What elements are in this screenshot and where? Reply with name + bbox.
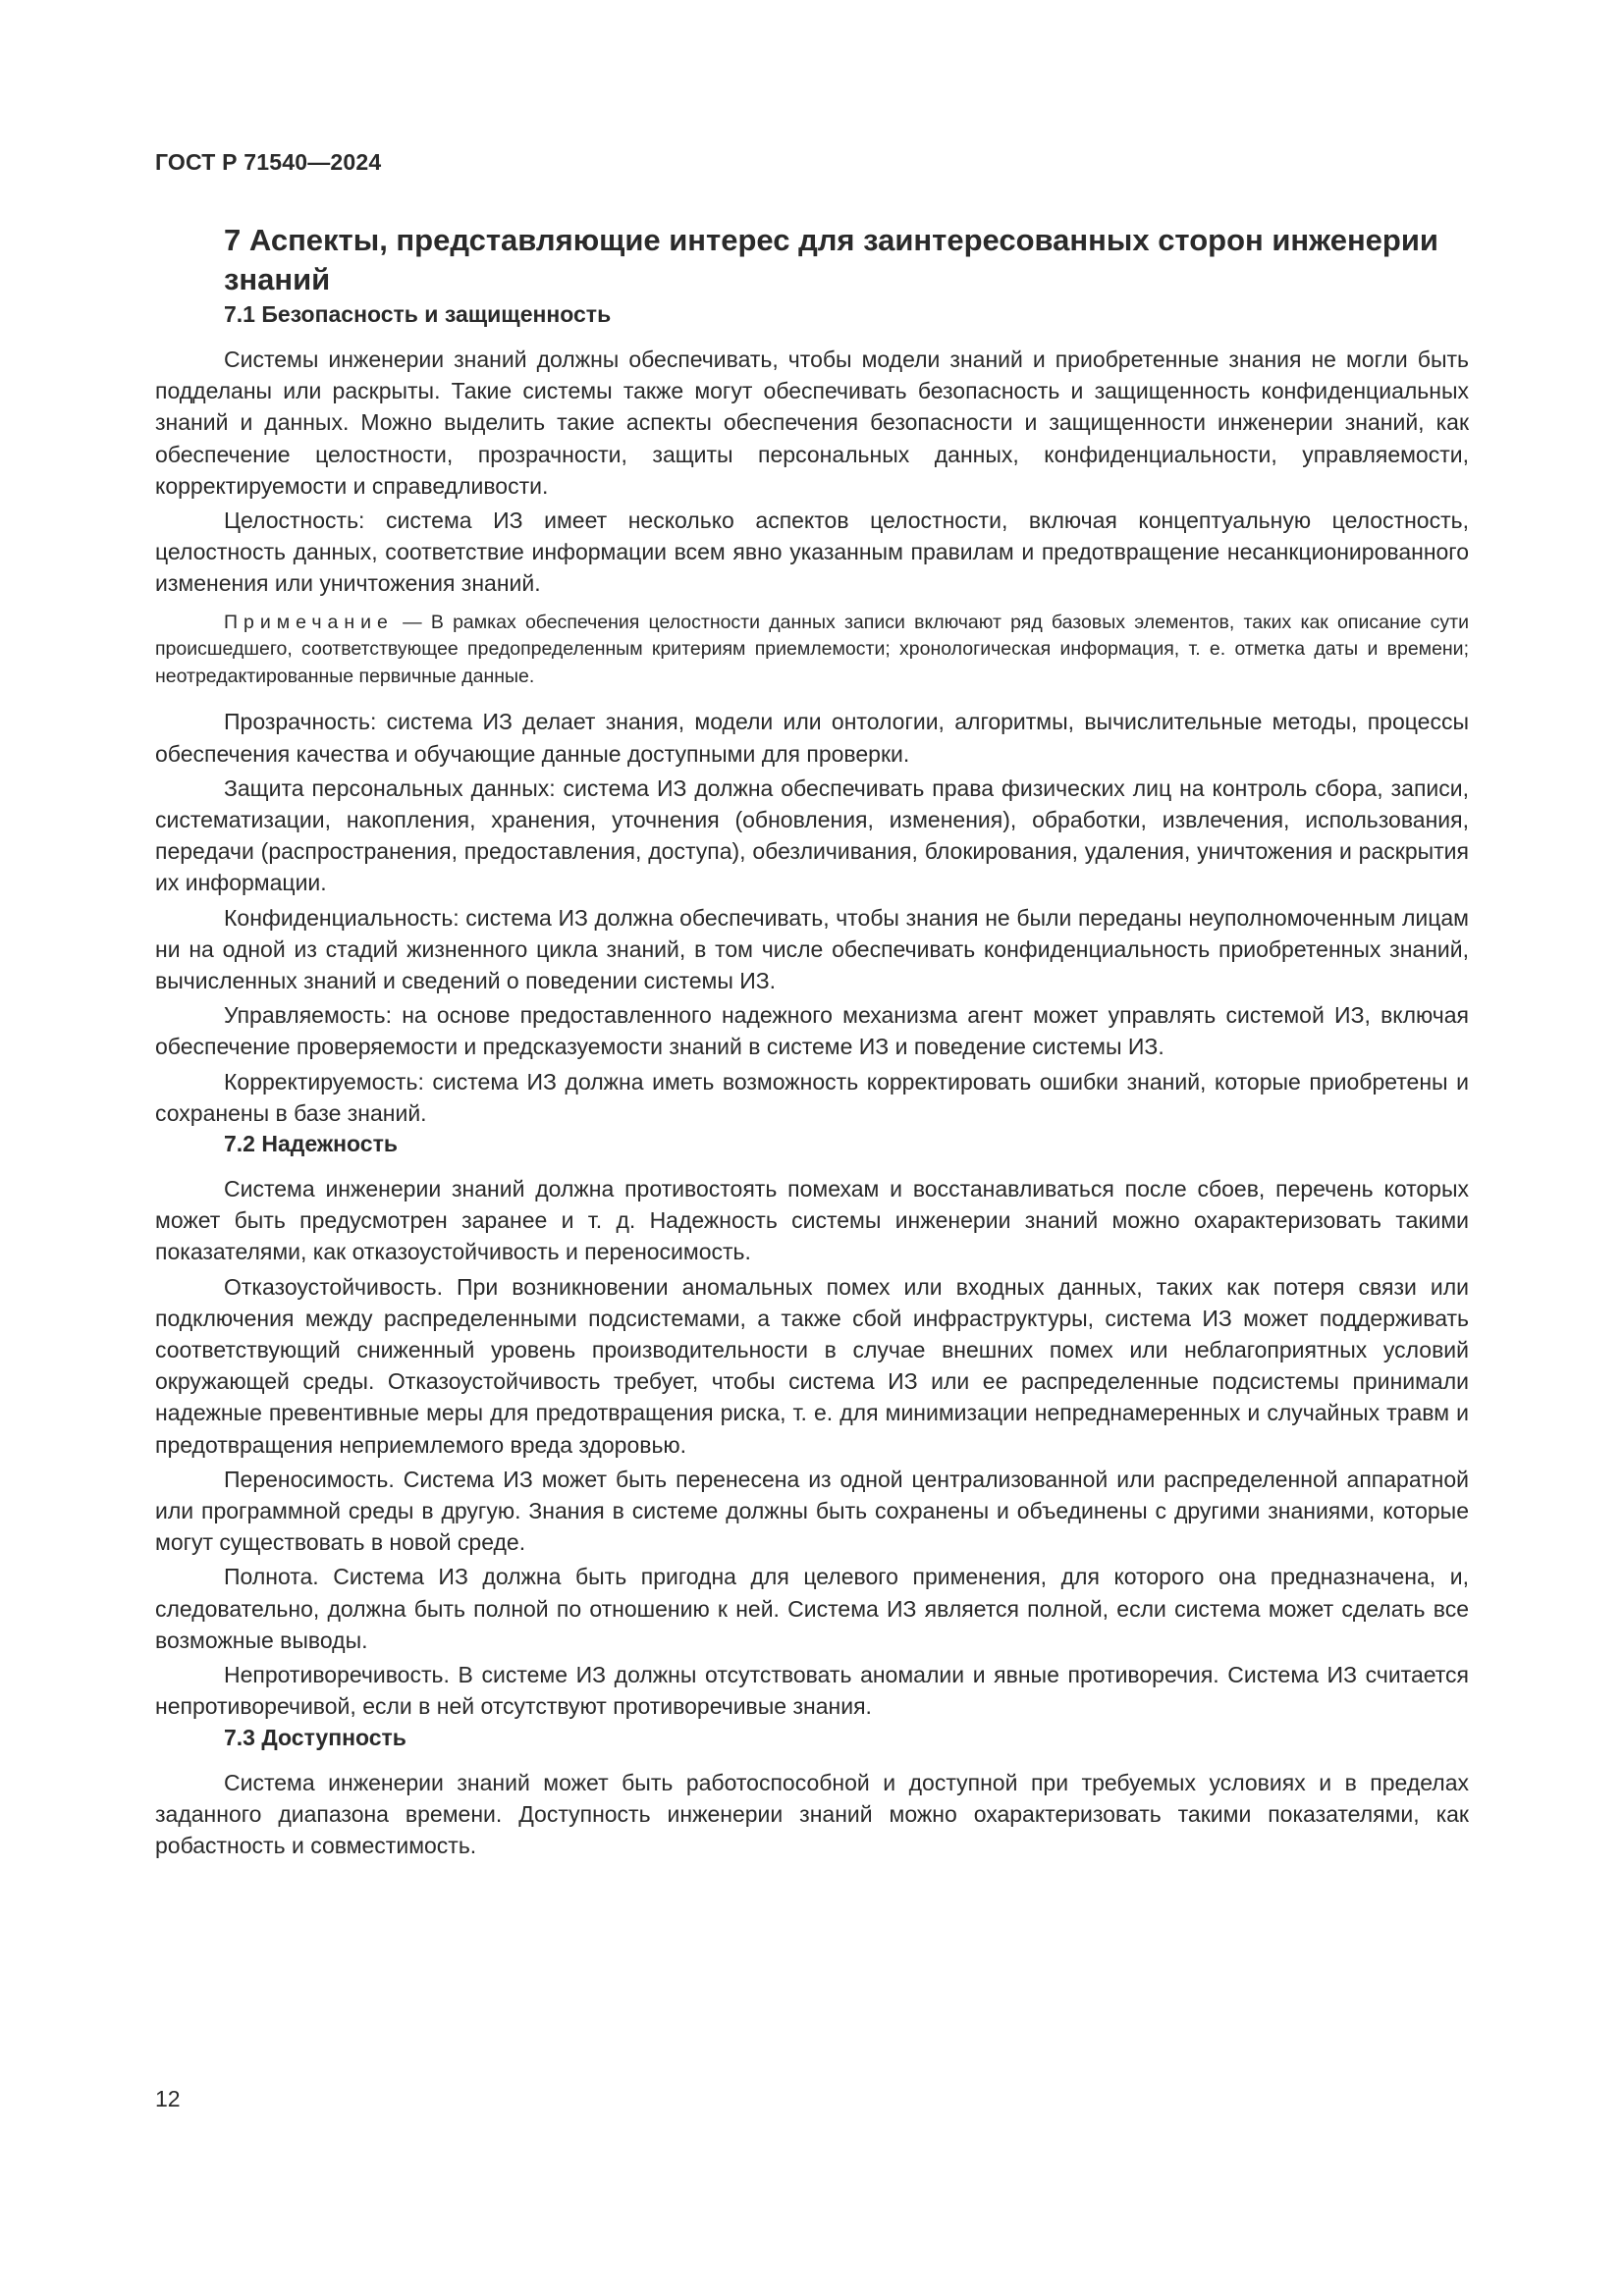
paragraph: Отказоустойчивость. При возникновении аномальных помех или входных данных, таких как потеря связи или подключения между распределенными подсистемами, а также сбой инфраструктуры, система ИЗ может поддерживать соответствующий сниженный уровень производительности в случае внешних помех или неблагоприятных условий окружающей среды. Отказоустойчивость требует, чтобы система ИЗ или ее распределенные подсистемы принимали надежные превентивные меры для предотвращения риска, т. е. для минимизации непреднамеренных и случайных травм и предотвращения неприемлемого вреда здоровью. [155, 1273, 1469, 1458]
paragraph: Система инженерии знаний может быть работоспособной и доступной при требуемых условиях и в пределах заданного диапазона времени. Доступность инженерии знаний можно охарактеризовать такими показателями, как робастность и совместимость. [155, 1769, 1469, 1858]
paragraph: Целостность: система ИЗ имеет несколько аспектов целостности, включая концептуальную целостность, целостность данных, соответствие информации всем явно указанным правилам и предотвращение несанкционированного изменения или уничтожения знаний. [155, 507, 1469, 597]
paragraph: Управляемость: на основе предоставленного надежного механизма агент может управлять системой ИЗ, включая обеспечение проверяемости и предсказуемости знаний в системе ИЗ и поведение системы ИЗ. [155, 1002, 1469, 1060]
paragraph: Переносимость. Система ИЗ может быть перенесена из одной централизованной или распределенной аппаратной или программной среды в другую. Знания в системе должны быть сохранены и объединены с другими знаниями, которые могут существовать в новой среде. [155, 1466, 1469, 1556]
paragraph: Прозрачность: система ИЗ делает знания, модели или онтологии, алгоритмы, вычислительные методы, процессы обеспечения качества и обучающие данные доступными для проверки. [155, 709, 1469, 767]
note-text: — В рамках обеспечения целостности данных записи включают ряд базовых элементов, таких как описание сути происшедшего, соответствующее предопределенным критериям приемлемости; хронологическая информация, т. е. отметка даты и времени; неотредактированные первичные данные. [155, 611, 1469, 687]
paragraph: Корректируемость: система ИЗ должна иметь возможность корректировать ошибки знаний, которые приобретены и сохранены в базе знаний. [155, 1068, 1469, 1126]
subsection-title-7-2: 7.2 Надежность [224, 1131, 398, 1157]
section-title: 7 Аспекты, представляющие интерес для заинтересованных сторон инженерии знаний [224, 223, 1438, 296]
note [155, 610, 1469, 691]
document-id: ГОСТ Р 71540—2024 [155, 149, 382, 175]
page-number: 12 [155, 2086, 181, 2111]
paragraph: Защита персональных данных: система ИЗ должна обеспечивать права физических лиц на контроль сбора, записи, систематизации, накопления, хранения, уточнения (обновления, изменения), обработки, извлечения, использования, передачи (распространения, предоставления, доступа), обезличивания, блокирования, удаления, уничтожения и раскрытия их информации. [155, 774, 1469, 896]
paragraph: Непротиворечивость. В системе ИЗ должны отсутствовать аномалии и явные противоречия. Система ИЗ считается непротиворечивой, если в ней отсутствуют противоречивые знания. [155, 1662, 1469, 1720]
document-body [155, 221, 1469, 1861]
note-label: Примечание [224, 611, 394, 633]
paragraph: Полнота. Система ИЗ должна быть пригодна для целевого применения, для которого она предназначена, и, следовательно, должна быть полной по отношению к ней. Система ИЗ является полной, если система может сделать все возможные выводы. [155, 1564, 1469, 1653]
paragraph: Конфиденциальность: система ИЗ должна обеспечивать, чтобы знания не были переданы неуполномоченным лицам ни на одной из стадий жизненного цикла знаний, в том числе обеспечивать конфиденциальность приобретенных знаний, вычисленных знаний и сведений о поведении системы ИЗ. [155, 904, 1469, 994]
paragraph: Система инженерии знаний должна противостоять помехам и восстанавливаться после сбоев, перечень которых может быть предусмотрен заранее и т. д. Надежность системы инженерии знаний можно охарактеризовать такими показателями, как отказоустойчивость и переносимость. [155, 1176, 1469, 1265]
subsection-title-7-3: 7.3 Доступность [224, 1724, 406, 1750]
subsection-title-7-1: 7.1 Безопасность и защищенность [224, 301, 612, 327]
paragraph: Системы инженерии знаний должны обеспечивать, чтобы модели знаний и приобретенные знания не могли быть подделаны или раскрыты. Такие системы также могут обеспечивать безопасность и защищенность конфиденциальных знаний и данных. Можно выделить такие аспекты обеспечения безопасности и защищенности инженерии знаний, как обеспечение целостности, прозрачности, защиты персональных данных, конфиденциальности, управляемости, корректируемости и справедливости. [155, 347, 1469, 499]
